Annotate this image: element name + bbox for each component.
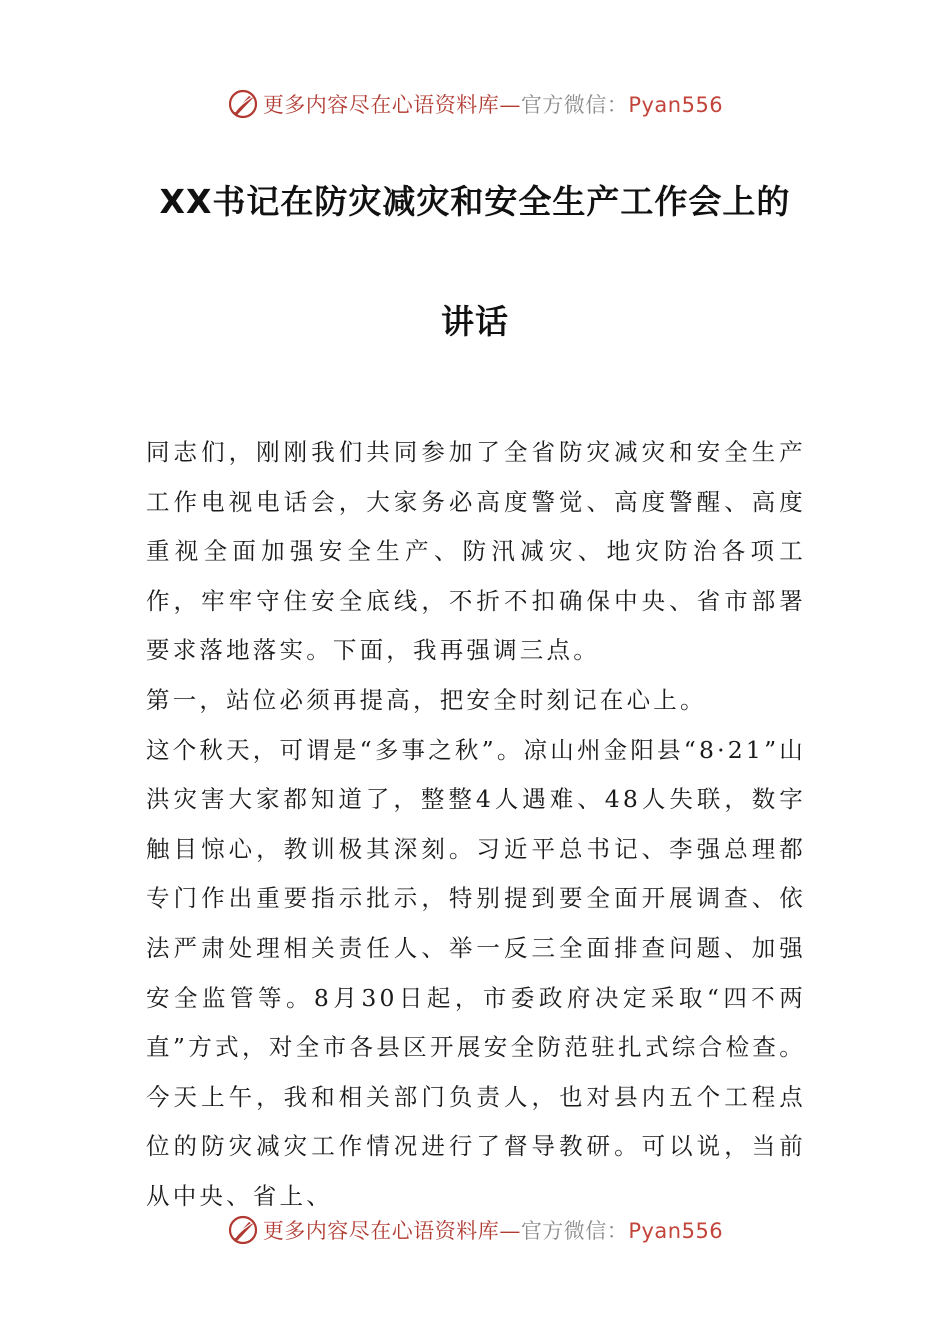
header-watermark (0, 84, 950, 124)
watermark-separator: — (499, 1219, 521, 1243)
document-body (146, 428, 806, 1222)
footer-watermark (0, 1210, 950, 1250)
quill-logo-icon (227, 88, 259, 120)
watermark-wechat-id: Pyan556 (628, 93, 724, 117)
paragraph-heading-1: 第一，站位必须再提高，把安全时刻记在心上。 (146, 685, 707, 714)
paragraph-intro: 同志们，刚刚我们共同参加了全省防灾减灾和安全生产工作电视电话会，大家务必高度警觉、高度警醒、高度重视全面加强安全生产、防汛减灾、地灾防治各项工作，牢牢守住安全底线，不折不扣确保中央、省市部署要求落地落实。下面，我再强调三点。 (146, 438, 806, 665)
watermark-separator: — (499, 93, 521, 117)
watermark-text (263, 89, 723, 119)
quill-logo-icon (227, 1214, 259, 1246)
watermark-wechat-id: Pyan556 (628, 1219, 724, 1243)
watermark-wechat-label: 官方微信： (520, 1219, 629, 1243)
document-title-line1: XX书记在防灾减灾和安全生产工作会上的 (159, 182, 791, 221)
paragraph-body-1: 这个秋天，可谓是“多事之秋”。凉山州金阳县“8·21”山洪灾害大家都知道了，整整4人遇难、48人失联，数字触目惊心，教训极其深刻。习近平总书记、李强总理都专门作出重要指示批示，特别提到要全面开展调查、依法严肃处理相关责任人、举一反三全面排查问题、加强安全监管等。8月30日起，市委政府决定采取“四不两直”方式，对全市各县区开展安全防范驻扎式综合检查。今天上午，我和相关部门负责人，也对县内五个工程点位的防灾减灾工作情况进行了督导教研。可以说，当前从中央、省上、 (146, 735, 806, 1210)
watermark-main: 更多内容尽在心语资料库 (262, 1219, 500, 1243)
document-title-line2: 讲话 (441, 302, 509, 341)
watermark-main: 更多内容尽在心语资料库 (262, 93, 500, 117)
watermark-wechat-label: 官方微信： (520, 93, 629, 117)
watermark-text (263, 1215, 723, 1245)
